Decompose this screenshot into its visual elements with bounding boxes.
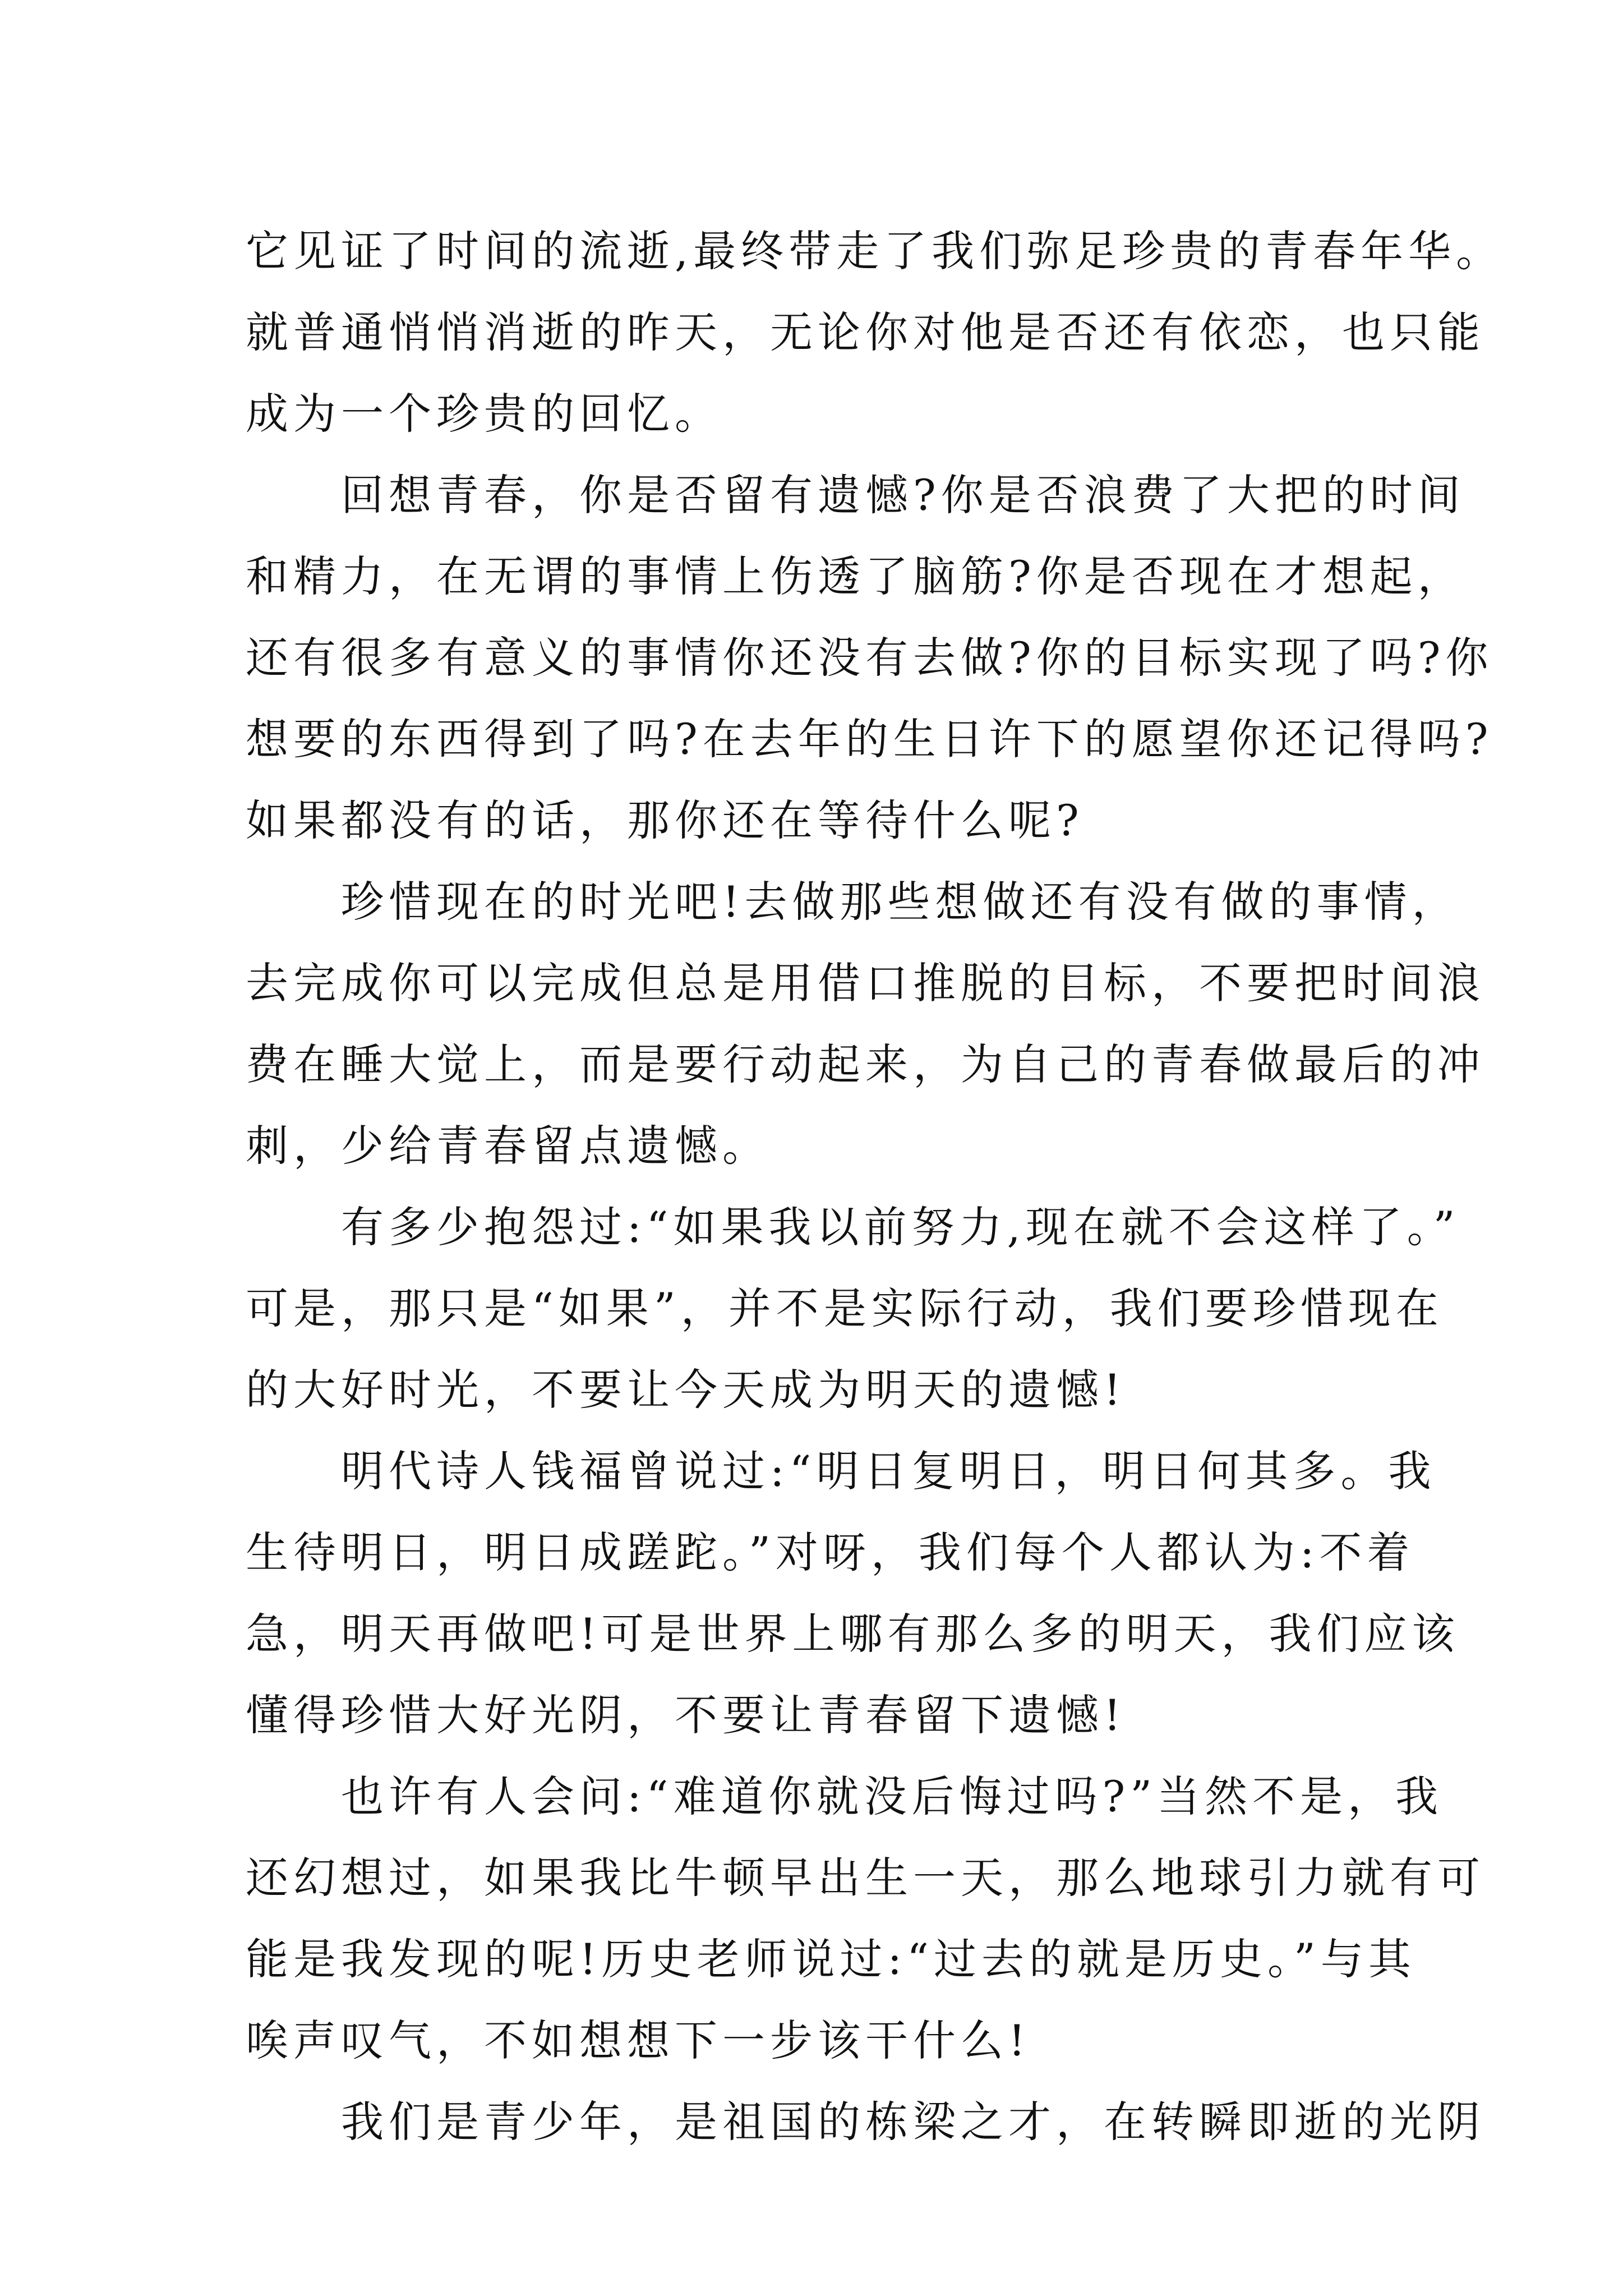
paragraph-first-line: 明代诗人钱福曾说过:“明日复明日，明日何其多。我 <box>341 1446 1436 1496</box>
text-line: 去完成你可以完成但总是用借口推脱的目标，不要把时间浪 <box>246 958 1485 1008</box>
text-line: 能是我发现的呢!历史老师说过:“过去的就是历史。”与其 <box>246 1934 1416 1984</box>
paragraph-first-line: 也许有人会问:“难道你就没后悔过吗?”当然不是，我 <box>341 1772 1444 1821</box>
paragraph-first-line: 我们是青少年，是祖国的栋梁之才，在转瞬即逝的光阴 <box>341 2097 1485 2147</box>
text-line: 想要的东西得到了吗?在去年的生日许下的愿望你还记得吗? <box>246 714 1493 764</box>
text-line: 可是，那只是“如果”，并不是实际行动，我们要珍惜现在 <box>246 1283 1444 1333</box>
text-line: 刺，少给青春留点遗憾。 <box>246 1121 770 1171</box>
paragraph-first-line: 有多少抱怨过:“如果我以前努力,现在就不会这样了。” <box>341 1202 1460 1252</box>
text-line: 懂得珍惜大好光阴，不要让青春留下遗憾! <box>246 1690 1126 1740</box>
text-line: 的大好时光，不要让今天成为明天的遗憾! <box>246 1365 1126 1415</box>
text-line: 如果都没有的话，那你还在等待什么呢? <box>246 795 1084 845</box>
text-line: 还有很多有意义的事情你还没有去做?你的目标实现了吗?你 <box>246 633 1493 683</box>
text-line: 成为一个珍贵的回忆。 <box>246 389 722 439</box>
text-line: 还幻想过，如果我比牛顿早出生一天，那么地球引力就有可 <box>246 1853 1485 1903</box>
text-line: 费在睡大觉上，而是要行动起来，为自己的青春做最后的冲 <box>246 1039 1485 1089</box>
paragraph-first-line: 回想青春，你是否留有遗憾?你是否浪费了大把的时间 <box>341 470 1465 520</box>
essay-body <box>246 210 1504 2162</box>
text-line: 生待明日，明日成蹉跎。”对呀，我们每个人都认为:不着 <box>246 1527 1415 1577</box>
paragraph-first-line: 珍惜现在的时光吧!去做那些想做还有没有做的事情， <box>341 877 1460 927</box>
text-line: 唉声叹气，不如想想下一步该干什么! <box>246 2016 1031 2065</box>
text-line: 就普通悄悄消逝的昨天，无论你对他是否还有依恋，也只能 <box>246 307 1485 357</box>
text-line: 和精力，在无谓的事情上伤透了脑筋?你是否现在才想起， <box>246 551 1465 601</box>
text-line: 急，明天再做吧!可是世界上哪有那么多的明天，我们应该 <box>246 1609 1460 1659</box>
text-line: 它见证了时间的流逝,最终带走了我们弥足珍贵的青春年华。 <box>246 226 1504 276</box>
